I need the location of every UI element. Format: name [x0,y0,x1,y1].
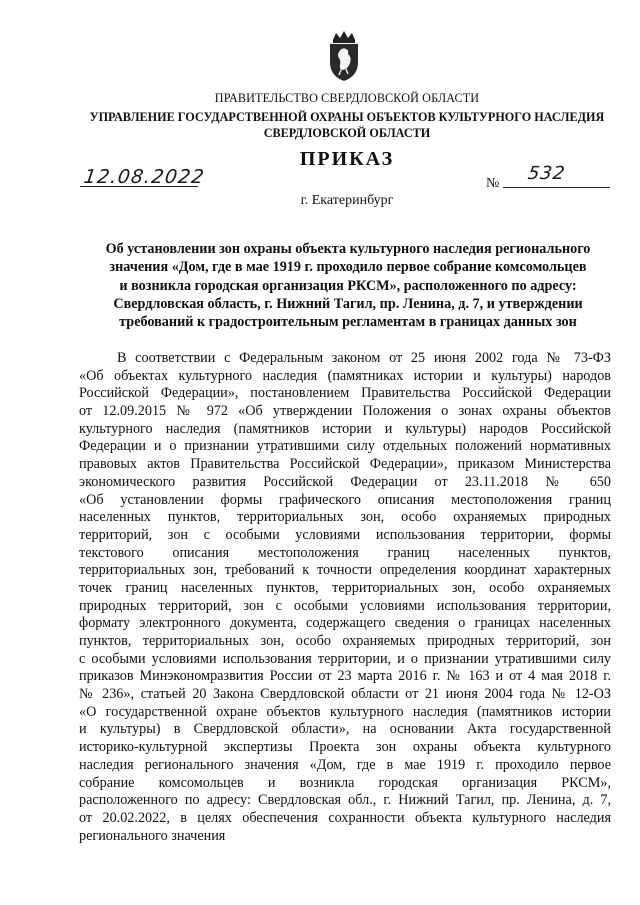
body-line: формату электронного документа, содержащего сведения о границах населенных [79,615,611,632]
body-line: регионального значения [79,827,226,844]
body-line: и культуры) в Свердловской области», на основании Акта государственной [79,721,611,738]
title-line: значения «Дом, где в мае 1919 г. проходило первое собрание комсомольцев [109,259,587,276]
title-line: и возникла городская организация РКСМ», расположенного по адресу: [119,277,577,294]
body-line: В соответствии с Федеральным законом от 25 июня 2002 года № 73-ФЗ [117,350,611,366]
body-line: природных территорий, зон с особыми условиями использования территории, [79,597,611,614]
body-line: расположенного по адресу: Свердловская обл., г. Нижний Тагил, пр. Ленина, д. 7, [79,792,611,809]
body-line: от 20.02.2022, в целях обеспечения сохранности объекта культурного наследия [79,809,611,826]
body-line: с особыми условиями использования территории, и о признании утратившими силу [79,650,611,667]
body-line: текстового описания местоположения границ населенных пунктов, [79,544,611,561]
body-line: культурного наследия (памятников истории и культуры) народов Российской [79,420,611,437]
department-name-line-2: СВЕРДЛОВСКОЙ ОБЛАСТИ [263,126,431,140]
title-line: Свердловская область, г. Нижний Тагил, пр. Ленина, д. 7, и утверждении [113,295,583,312]
body-paragraph [79,350,611,845]
body-line: территорий, зон с особыми условиями использования территории, формы [79,526,611,543]
date-underline [80,186,198,187]
body-line: пунктов, территориальных зон, особо охраняемых природных территорий, зон [79,633,611,649]
document-type: ПРИКАЗ [299,148,395,170]
number-label: № [486,176,500,191]
body-line: «Об установлении формы графического описания местоположения границ [79,491,611,508]
coat-of-arms-icon [327,30,361,82]
document-date: 12.08.2022 [82,166,207,188]
body-line: «Об объектах культурного наследия (памятниках истории и культуры) народов [79,367,611,384]
body-line: правовых актов Правительства Российской Федерации», приказом Министерства [79,456,611,473]
city: г. Екатеринбург [300,193,394,208]
department-name-line-1: УПРАВЛЕНИЕ ГОСУДАРСТВЕННОЙ ОХРАНЫ ОБЪЕКТОВ КУЛЬТУРНОГО НАСЛЕДИЯ [89,110,605,124]
body-line: № 236», статьей 20 Закона Свердловской области от 21 июня 2004 года № 12-ОЗ [79,686,611,703]
number-underline [503,187,610,188]
title-line: Об установлении зон охраны объекта культурного наследия регионального [105,241,591,257]
body-line: Федерации и о признании утратившими силу отдельных положений нормативных [79,438,611,455]
title-line: требований к градостроительным регламентам в границах данных зон [119,314,577,331]
body-line: от 12.09.2015 № 972 «Об утверждении Положения о зонах охраны объектов [79,403,611,420]
body-line: точек границ населенных пунктов, территориальных зон, особо охраняемых [79,579,611,596]
body-line: приказов Минэкономразвития России от 23 марта 2016 г. № 163 и от 4 мая 2018 г. [79,668,611,685]
body-line: территориальных зон, требований к точности определения координат характерных [79,562,611,579]
body-line: собрание комсомольцев и возникла городская организация РКСМ», [79,774,611,791]
body-line: экономического развития Российской Федерации от 23.11.2018 № 650 [79,473,611,490]
body-line: Российской Федерации», постановлением Правительства Российской Федерации [79,385,611,402]
document-number: 532 [526,163,567,184]
document-title [78,240,618,331]
body-line: населенных пунктов, территориальных зон, особо охраняемых природных [79,509,611,526]
body-line: историко-культурной экспертизы Проекта зон охраны объекта культурного [79,739,611,756]
government-name: ПРАВИТЕЛЬСТВО СВЕРДЛОВСКОЙ ОБЛАСТИ [214,91,480,105]
body-line: наследия регионального значения «Дом, где в мае 1919 г. проходило первое [79,756,611,773]
body-line: «О государственной охране объектов культурного наследия (памятников истории [79,703,611,720]
